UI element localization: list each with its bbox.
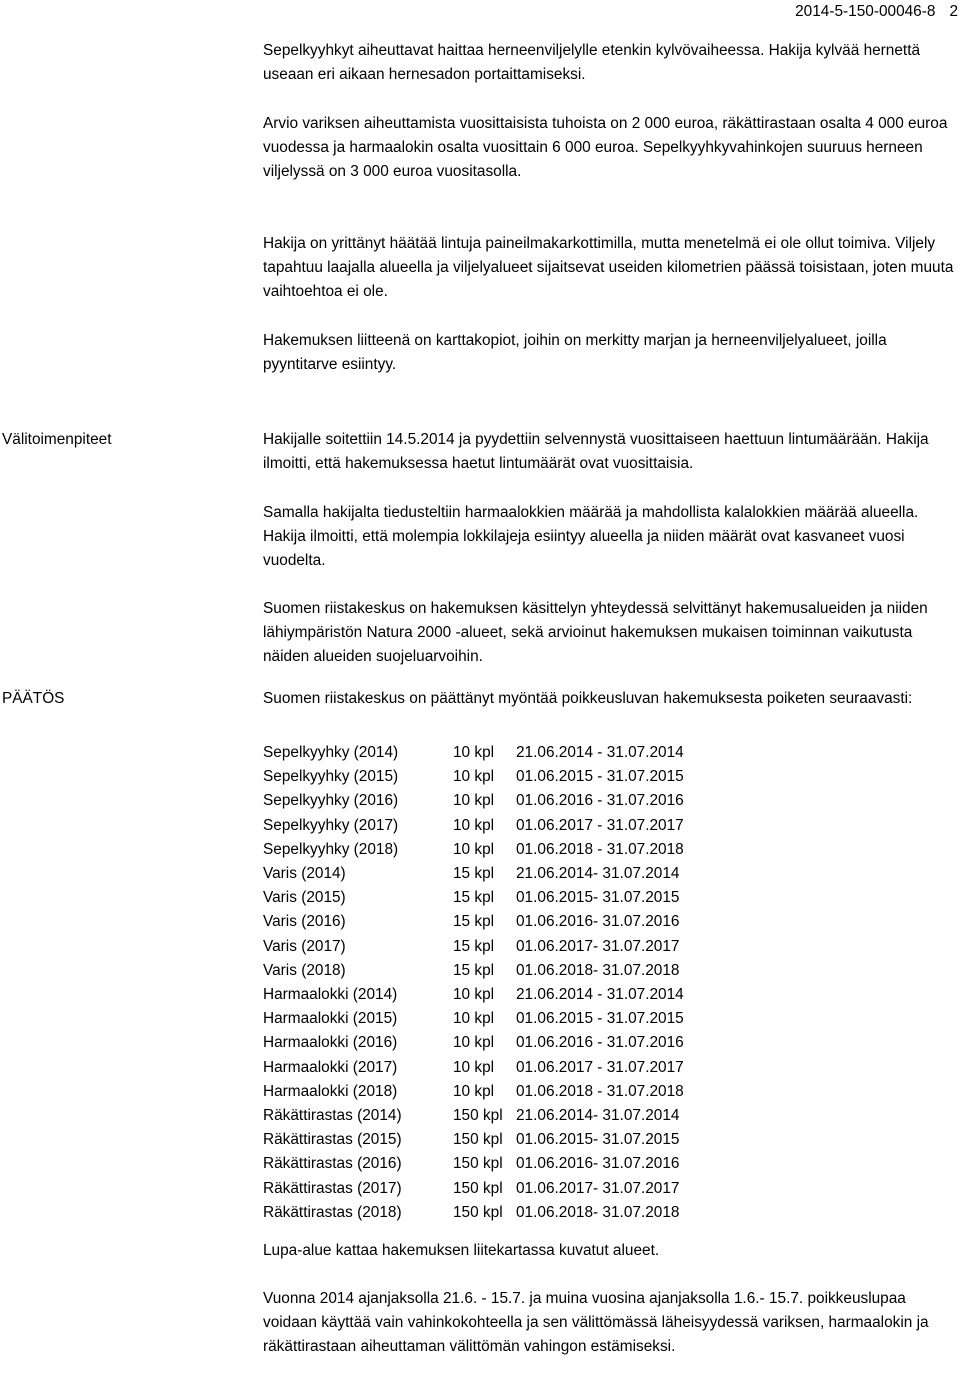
table-row (263, 838, 684, 862)
species-cell: Varis (2018) (263, 961, 346, 979)
valitoimenpiteet-paragraph-1: Hakijalle soitettiin 14.5.2014 ja pyydettiin selvennystä vuosittaiseen haettuun lintumäärään. Hakija ilmoitti, että hakemuksessa haetut lintumäärät ovat vuosittaisia. (263, 431, 929, 473)
document-id: 2014-5-150-00046-8 (795, 3, 936, 20)
period-cell: 01.06.2015- 31.07.2015 (516, 1131, 680, 1149)
table-row (263, 1201, 684, 1225)
period-cell: 01.06.2016 - 31.07.2016 (516, 792, 684, 810)
section-label-paatos: PÄÄTÖS (2, 690, 65, 707)
period-cell: 01.06.2016- 31.07.2016 (516, 913, 680, 931)
valitoimenpiteet-paragraph-3: Suomen riistakeskus on hakemuksen käsittelyn yhteydessä selvittänyt hakemusalueiden ja niiden lähiympäristön Natura 2000 -alueet, sekä arvioinut hakemuksen mukaisen toiminnan vaikutusta näiden alueiden suojeluarvoihin. (263, 600, 928, 666)
table-row (263, 935, 684, 959)
species-cell: Sepelkyyhky (2016) (263, 792, 399, 810)
valitoimenpiteet-paragraph-2: Samalla hakijalta tiedusteltiin harmaalokkien määrää ja mahdollista kalalokkien määrää alueella. Hakija ilmoitti, että molempia lokkilajeja esiintyy alueella ja niiden määrät ovat kasvaneet vuosi vuodelta. (263, 504, 919, 570)
species-cell: Sepelkyyhky (2017) (263, 816, 399, 834)
page-number: 2 (949, 3, 958, 20)
quantity-cell: 150 kpl (453, 1155, 503, 1173)
paatos-intro: Suomen riistakeskus on päättänyt myöntää poikkeusluvan hakemuksesta poiketen seuraavasti: (263, 690, 913, 707)
period-cell: 21.06.2014 - 31.07.2014 (516, 744, 684, 761)
quantity-cell: 150 kpl (453, 1107, 503, 1125)
period-cell: 21.06.2014 - 31.07.2014 (516, 986, 684, 1004)
species-cell: Sepelkyyhky (2014) (263, 744, 399, 761)
quantity-cell: 10 kpl (453, 768, 495, 786)
quantity-cell: 10 kpl (453, 792, 495, 810)
species-cell: Räkättirastas (2017) (263, 1179, 402, 1197)
table-row (263, 814, 684, 838)
species-cell: Räkättirastas (2014) (263, 1107, 402, 1125)
table-row (263, 1056, 684, 1080)
table-row (263, 789, 684, 813)
table-row (263, 862, 684, 886)
quantity-cell: 150 kpl (453, 1179, 503, 1197)
permit-allocation-table (263, 741, 684, 1225)
period-cell: 01.06.2015 - 31.07.2015 (516, 1010, 684, 1028)
period-note: Vuonna 2014 ajanjaksolla 21.6. - 15.7. ja muina vuosina ajanjaksolla 1.6.- 15.7. poikkeuslupaa voidaan käyttää vain vahinkokohteella ja sen välittömässä läheisyydessä variksen, harmaalokin ja räkättirastaan aiheuttaman välittömän vahingon estämiseksi. (263, 1290, 929, 1356)
quantity-cell: 10 kpl (453, 1058, 495, 1076)
species-cell: Harmaalokki (2016) (263, 1034, 398, 1052)
species-cell: Varis (2015) (263, 889, 346, 907)
species-cell: Varis (2014) (263, 865, 346, 883)
period-cell: 01.06.2018 - 31.07.2018 (516, 1082, 684, 1100)
intro-paragraph-3: Hakija on yrittänyt häätää lintuja paineilmakarkottimilla, mutta menetelmä ei ole ollut toimiva. Viljely tapahtuu laajalla alueella ja viljelyalueet sijaitsevat useiden kilometrien päässä toisistaan, joten muuta vaihtoehtoa ei ole. (263, 235, 954, 301)
table-row (263, 1104, 684, 1128)
quantity-cell: 15 kpl (453, 961, 495, 979)
table-row (263, 1152, 684, 1176)
species-cell: Harmaalokki (2017) (263, 1058, 398, 1076)
species-cell: Harmaalokki (2018) (263, 1082, 398, 1100)
period-cell: 01.06.2017 - 31.07.2017 (516, 816, 684, 834)
table-row (263, 1007, 684, 1031)
quantity-cell: 150 kpl (453, 1131, 503, 1149)
intro-paragraph-2: Arvio variksen aiheuttamista vuosittaisista tuhoista on 2 000 euroa, räkättirastaan osalta 4 000 euroa vuodessa ja harmaalokin osalta vuosittain 6 000 euroa. Sepelkyyhkyvahinkojen suuruus herneen viljelyssä on 3 000 euroa vuositasolla. (263, 115, 948, 181)
quantity-cell: 10 kpl (453, 1034, 495, 1052)
period-cell: 01.06.2018- 31.07.2018 (516, 1203, 680, 1221)
period-cell: 01.06.2016- 31.07.2016 (516, 1155, 680, 1173)
quantity-cell: 10 kpl (453, 744, 495, 761)
quantity-cell: 150 kpl (453, 1203, 503, 1221)
period-cell: 01.06.2018- 31.07.2018 (516, 961, 680, 979)
table-row (263, 1080, 684, 1104)
period-cell: 01.06.2015 - 31.07.2015 (516, 768, 684, 786)
quantity-cell: 10 kpl (453, 840, 495, 858)
period-cell: 01.06.2017- 31.07.2017 (516, 937, 680, 955)
species-cell: Räkättirastas (2016) (263, 1155, 402, 1173)
period-cell: 21.06.2014- 31.07.2014 (516, 1107, 680, 1125)
table-row (263, 1128, 684, 1152)
table-row (263, 1031, 684, 1055)
species-cell: Räkättirastas (2018) (263, 1203, 402, 1221)
table-row (263, 1177, 684, 1201)
table-row (263, 910, 684, 934)
species-cell: Räkättirastas (2015) (263, 1131, 402, 1149)
area-note: Lupa-alue kattaa hakemuksen liitekartassa kuvatut alueet. (263, 1242, 660, 1259)
table-row (263, 959, 684, 983)
table-row (263, 886, 684, 910)
period-cell: 21.06.2014- 31.07.2014 (516, 865, 680, 883)
species-cell: Harmaalokki (2014) (263, 986, 398, 1004)
period-cell: 01.06.2015- 31.07.2015 (516, 889, 680, 907)
period-cell: 01.06.2017 - 31.07.2017 (516, 1058, 684, 1076)
quantity-cell: 10 kpl (453, 1082, 495, 1100)
species-cell: Varis (2017) (263, 937, 346, 955)
quantity-cell: 10 kpl (453, 1010, 495, 1028)
quantity-cell: 15 kpl (453, 937, 495, 955)
quantity-cell: 15 kpl (453, 913, 495, 931)
permit-allocation-rows (263, 741, 684, 1225)
quantity-cell: 10 kpl (453, 986, 495, 1004)
quantity-cell: 15 kpl (453, 865, 495, 883)
species-cell: Varis (2016) (263, 913, 346, 931)
period-cell: 01.06.2017- 31.07.2017 (516, 1179, 680, 1197)
table-row (263, 983, 684, 1007)
intro-paragraph-1: Sepelkyyhkyt aiheuttavat haittaa herneenviljelylle etenkin kylvövaiheessa. Hakija kylvää hernettä useaan eri aikaan hernesadon portaittamiseksi. (263, 42, 921, 84)
intro-paragraph-4: Hakemuksen liitteenä on karttakopiot, joihin on merkitty marjan ja herneenviljelyalueet, joilla pyyntitarve esiintyy. (263, 332, 887, 374)
species-cell: Sepelkyyhky (2018) (263, 840, 399, 858)
table-row (263, 765, 684, 789)
period-cell: 01.06.2016 - 31.07.2016 (516, 1034, 684, 1052)
table-row (263, 741, 684, 765)
quantity-cell: 15 kpl (453, 889, 495, 907)
page-header (795, 2, 958, 22)
species-cell: Harmaalokki (2015) (263, 1010, 398, 1028)
period-cell: 01.06.2018 - 31.07.2018 (516, 840, 684, 858)
species-cell: Sepelkyyhky (2015) (263, 768, 399, 786)
quantity-cell: 10 kpl (453, 816, 495, 834)
section-label-valitoimenpiteet: Välitoimenpiteet (2, 431, 112, 448)
